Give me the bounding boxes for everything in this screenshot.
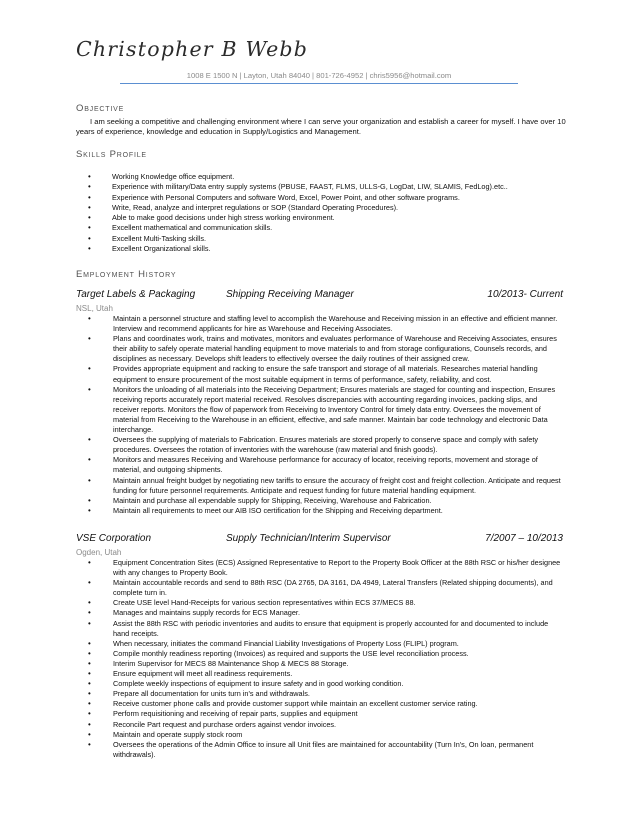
skill-item: • Experience with military/Data entry supply systems (PBUSE, FAAST, FLMS, ULLS-G, LogDat, LIW, SLAMIS, FedLog).etc..	[88, 182, 558, 192]
skill-item: • Excellent Multi-Tasking skills.	[88, 234, 558, 244]
skill-item: • Write, Read, analyze and interpret regulations or SOP (Standard Operating Procedures).	[88, 203, 558, 213]
applicant-name: Christopher B Webb	[76, 37, 309, 61]
job-duty: • When necessary, initiates the command Financial Liability Investigations of Property Loss (FLIPL) program.	[88, 639, 564, 649]
job-company: Target Labels & Packaging	[76, 289, 196, 300]
job-header	[76, 289, 566, 302]
job-entry-vse-corporation	[76, 533, 566, 760]
job-duty: • Equipment Concentration Sites (ECS) Assigned Representative to Report to the Property Book Officer at the 88th RSC or his/her designee with any changes to Property Book.	[88, 558, 564, 578]
skill-item: • Able to make good decisions under high stress working environment.	[88, 213, 558, 223]
job-duty: • Assist the 88th RSC with periodic inventories and audits to ensure that equipment is properly accounted for and documented to include hand receipts.	[88, 619, 564, 639]
job-duty: • Prepare all documentation for units turn in's and withdrawals.	[88, 689, 564, 699]
job-duty: • Create USE level Hand-Receipts for various section representatives within ECS 37/MECS 88.	[88, 598, 564, 608]
job-duty: • Complete weekly inspections of equipment to insure safety and in good working condition.	[88, 679, 564, 689]
skill-item: • Working Knowledge office equipment.	[88, 172, 558, 182]
job-duty: • Monitors the unloading of all materials into the Receiving Department; Ensures materials are staged for counting and inspection, Ensures receiving reports accurately report material received. Resolves discrepancies with accounting regarding invoices, packing slips, and receiver reports. Monitors the flow of paperwork from Receiving to Inventory Control for timely data entry. Oversees the movement of material from Receiving to the Warehouse in an efficient, effective, and safe manner. Maintain bar code technology and electronic Data interchange.	[88, 385, 564, 435]
objective-text: I am seeking a competitive and challenging environment where I can serve your organization and establish a career for myself. I have over 10 years of experience, knowledge and education in Supply/Logistics and Management.	[76, 117, 566, 137]
skill-item: • Experience with Personal Computers and software Word, Excel, Power Point, and other software programs.	[88, 193, 558, 203]
job-title: Shipping Receiving Manager	[226, 289, 354, 300]
job-company: VSE Corporation	[76, 533, 152, 544]
job-location: NSL, Utah	[76, 304, 113, 313]
section-heading-objective: Objective	[76, 103, 125, 114]
job-duty: • Receive customer phone calls and provide customer support while maintain an excellent customer service rating.	[88, 699, 564, 709]
job-title: Supply Technician/Interim Supervisor	[226, 533, 391, 544]
job-duties-list	[88, 314, 564, 516]
contact-info: 1008 E 1500 N | Layton, Utah 84040 | 801-726-4952 | chris5956@hotmail.com	[186, 71, 452, 80]
job-duty: • Oversees the supplying of materials to Fabrication. Ensures materials are stored properly to conserve space and comply with safety procedures. Oversees the rotation of inventories with the warehouse (raw material and finish goods).	[88, 435, 564, 455]
job-duty: • Plans and coordinates work, trains and motivates, monitors and evaluates performance of Warehouse and Receiving Associates, ensures their ability to safely operate material handling equipment to move materials to and from storage configurations, Counsels records, and disciplines as necessary. Develops shift leaders to effectively oversee the daily routines of their assigned crew.	[88, 334, 564, 364]
job-duty: • Maintain all requirements to meet our AIB ISO certification for the Shipping and Receiving department.	[88, 506, 564, 516]
job-duty: • Maintain and purchase all expendable supply for Shipping, Receiving, Warehouse and Fabrication.	[88, 496, 564, 506]
job-duty: • Maintain and operate supply stock room	[88, 730, 564, 740]
section-heading-skills: Skills Profile	[76, 149, 147, 160]
job-duties-list	[88, 558, 564, 760]
skills-list	[88, 172, 558, 254]
job-duty: • Maintain annual freight budget by negotiating new tariffs to ensure the accuracy of freight cost and freight collection. Anticipate and request funding for future personnel requirements. Anticipate and request funding for future material handling equipment.	[88, 476, 564, 496]
job-duty: • Perform requisitioning and receiving of repair parts, supplies and equipment	[88, 709, 564, 719]
header-divider	[120, 83, 518, 84]
job-duty: • Maintain accountable records and send to 88th RSC (DA 2765, DA 3161, DA 4949, Lateral Transfers (Related shipping documents), and complete turn in.	[88, 578, 564, 598]
job-duty: • Provides appropriate equipment and racking to ensure the safe transport and storage of all materials. Researches material handling equipment to ensure procurement of the most suitable equipment in terms of performance, safety, reliability, and cost.	[88, 364, 564, 384]
job-duty: • Reconcile Part request and purchase orders against vendor invoices.	[88, 720, 564, 730]
job-header	[76, 533, 566, 546]
skill-item: • Excellent Organizational skills.	[88, 244, 558, 254]
skill-item: • Excellent mathematical and communication skills.	[88, 223, 558, 233]
job-duty: • Oversees the operations of the Admin Office to insure all Unit files are maintained for accountability (Turn In's, On loan, permanent withdrawals).	[88, 740, 564, 760]
job-duty: • Manages and maintains supply records for ECS Manager.	[88, 608, 564, 618]
job-location: Ogden, Utah	[76, 548, 122, 557]
section-heading-employment: Employment History	[76, 269, 177, 280]
job-duty: • Ensure equipment will meet all readiness requirements.	[88, 669, 564, 679]
job-duty: • Maintain a personnel structure and staffing level to accomplish the Warehouse and Receiving mission in an effective and efficient manner. Interview and recommend applicants for hire as Warehouse and Receiving Associates.	[88, 314, 564, 334]
job-duty: • Monitors and measures Receiving and Warehouse performance for accuracy of locator, receiving reports, movement and storage of material, and outgoing shipments.	[88, 455, 564, 475]
job-dates: 10/2013- Current	[487, 289, 563, 300]
job-duty: • Interim Supervisor for MECS 88 Maintenance Shop & MECS 88 Storage.	[88, 659, 564, 669]
job-duty: • Compile monthly readiness reporting (Invoices) as required and supports the USE level reconciliation process.	[88, 649, 564, 659]
job-entry-target-labels	[76, 289, 566, 516]
job-dates: 7/2007 – 10/2013	[485, 533, 563, 544]
